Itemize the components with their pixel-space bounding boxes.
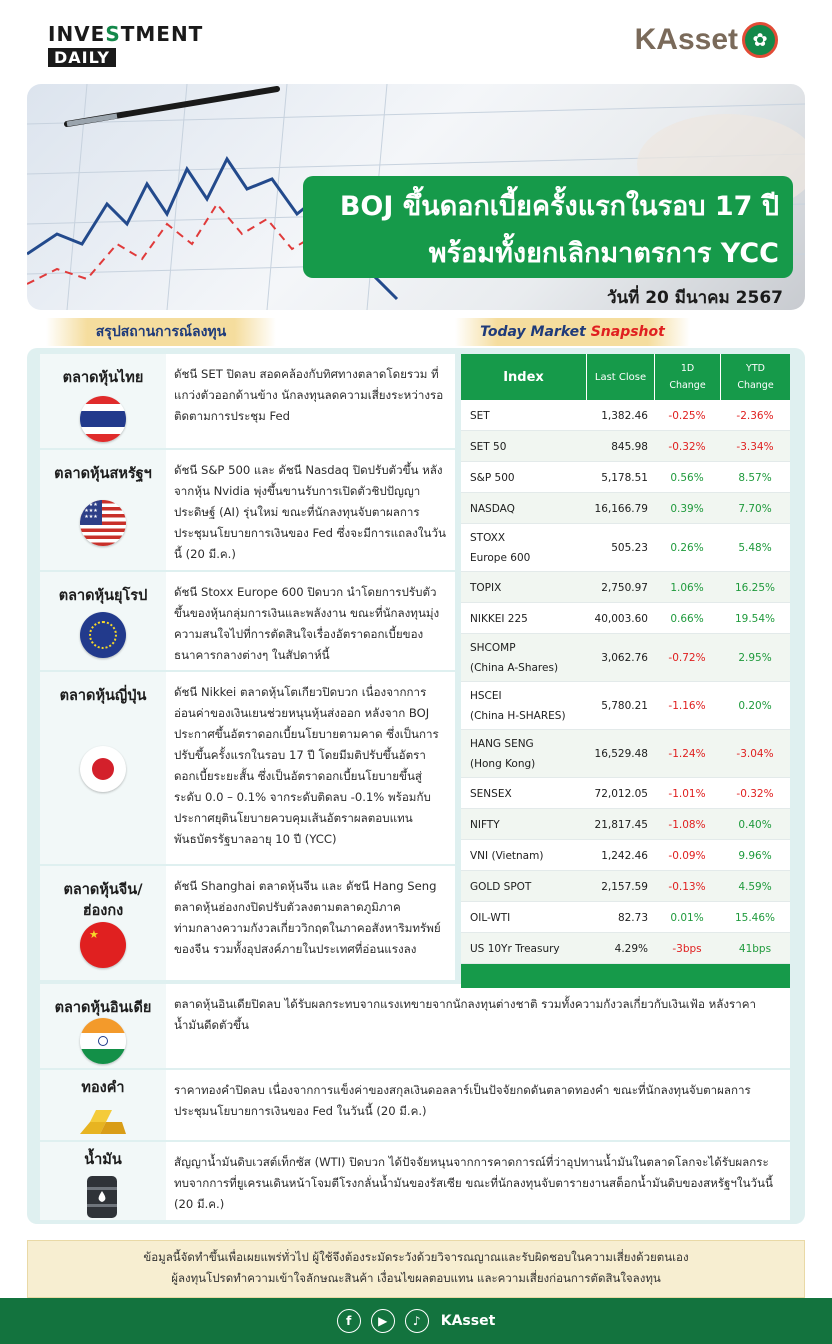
- market-name: ตลาดหุ้นจีน/ฮ่องกง: [63, 882, 143, 919]
- table-row: [461, 840, 790, 871]
- change-1d-value: 1.06%: [670, 581, 704, 594]
- report-date: วันที่ 20 มีนาคม 2567: [606, 288, 783, 308]
- last-close-value: 21,817.45: [594, 818, 648, 831]
- gold-bars-icon: [76, 1102, 130, 1136]
- index-name: TOPIX: [470, 581, 502, 594]
- market-commentary: ดัชนี Stoxx Europe 600 ปิดบวก นำโดยการปรับตัวขึ้นของหุ้นกลุ่มการเงินและพลังงาน ขณะที่นักลงทุนมุ่งความสนใจไปที่การตัดสินใจเรื่องอัตราดอกเบี้ยของธนาคารกลางต่างๆ ในสัปดาห์นี้: [166, 572, 455, 670]
- table-row: [461, 603, 790, 634]
- change-1d-value: -0.09%: [668, 849, 706, 862]
- market-commentary: ดัชนี Nikkei ตลาดหุ้นโตเกียวปิดบวก เนื่องจากการอ่อนค่าของเงินเยนช่วยหนุนหุ้นส่งออก หลังจาก BOJ ประกาศขึ้นอัตราดอกเบี้ยนโยบายตามคาด ซึ่งเป็นการปรับขึ้นครั้งแรกในรอบ 17 ปี โดยมีมติปรับขึ้นอัตราดอกเบี้ยระยะสั้น ซึ่งเป็นอัตราดอกเบี้ยนโยบายขึ้นสู่ระดับ 0.0 – 0.1% จากระดับติดลบ -0.1% พร้อมกับประกาศยุตินโยบายควบคุมเส้นอัตราผลตอบแทนพันธบัตรรัฐบาลอายุ 10 ปี (YCC): [166, 672, 455, 864]
- table-row: [461, 431, 790, 462]
- change-ytd-value: 9.96%: [738, 849, 772, 862]
- change-ytd-value: 5.48%: [738, 542, 772, 554]
- index-name: HANG SENG (Hong Kong): [470, 738, 536, 770]
- table-row: [461, 871, 790, 902]
- disclaimer-line-2: ผู้ลงทุนโปรดทำความเข้าใจลักษณะสินค้า เงื่อนไขผลตอบแทน และความเสี่ยงก่อนการตัดสินใจลงทุน: [171, 1271, 661, 1285]
- table-row: [461, 902, 790, 933]
- change-ytd-value: 7.70%: [738, 502, 772, 515]
- market-commentary: สัญญาน้ำมันดิบเวสต์เท็กซัส (WTI) ปิดบวก ได้ปัจจัยหนุนจากการคาดการณ์ที่ว่าอุปทานน้ำมันในตลาดโลกจะได้รับผลกระทบจากการที่ยูเครนเดินหน้าโจมตีโรงกลั่นน้ำมันของรัสเซีย ขณะที่นักลงทุนจับตารายงานสต็อกน้ำมันดิบของสหรัฐฯในวันนี้ (20 มี.ค.): [166, 1142, 790, 1220]
- index-name: OIL-WTI: [470, 911, 511, 924]
- change-1d-value: -0.13%: [668, 880, 706, 893]
- header-last-close: Last Close: [586, 354, 654, 400]
- disclaimer: [27, 1240, 805, 1298]
- youtube-icon[interactable]: ▶: [371, 1309, 395, 1333]
- change-1d-value: -0.32%: [668, 440, 706, 453]
- last-close-value: 82.73: [617, 911, 648, 924]
- change-1d-value: -1.24%: [668, 748, 706, 760]
- index-name: NASDAQ: [470, 502, 515, 515]
- change-ytd-value: 0.40%: [738, 818, 772, 831]
- facebook-icon[interactable]: f: [337, 1309, 361, 1333]
- change-ytd-value: -3.34%: [736, 440, 774, 453]
- headline-line-2: พร้อมทั้งยกเลิกมาตรการ YCC: [428, 238, 779, 269]
- last-close-value: 505.23: [611, 542, 648, 554]
- index-name: US 10Yr Treasury: [470, 942, 560, 955]
- market-commentary: ดัชนี S&P 500 และ ดัชนี Nasdaq ปิดปรับตัวขึ้น หลังจากหุ้น Nvidia พุ่งขึ้นขานรับการเปิดตัวชิปปัญญาประดิษฐ์ (AI) รุ่นใหม่ ขณะที่นักลงทุนจับตาผลการประชุมนโยบายการเงินของ Fed ซึ่งจะมีการแถลงในวันนี้ (20 มี.ค.): [166, 450, 455, 570]
- last-close-value: 16,529.48: [594, 748, 648, 760]
- market-commentary: ดัชนี SET ปิดลบ สอดคล้องกับทิศทางตลาดโดยรวม ที่แกว่งตัวออกด้านข้าง นักลงทุนลดความเสี่ยงระหว่างรอติดตามการประชุม Fed: [166, 354, 455, 448]
- last-close-value: 72,012.05: [594, 787, 648, 800]
- disclaimer-line-1: ข้อมูลนี้จัดทำขึ้นเพื่อเผยแพร่ทั่วไป ผู้ใช้จึงต้องระมัดระวังด้วยวิจารณญาณและรับผิดชอบในความเสี่ยงด้วยตนเอง: [143, 1250, 689, 1264]
- table-row: [461, 778, 790, 809]
- change-ytd-value: 15.46%: [734, 911, 776, 924]
- change-1d-value: -1.01%: [668, 787, 706, 800]
- last-close-value: 1,242.46: [601, 849, 648, 862]
- change-ytd-value: 0.20%: [738, 700, 772, 712]
- eu-flag-icon: [80, 612, 126, 658]
- market-snapshot-table: [461, 354, 790, 988]
- market-commentary: ตลาดหุ้นอินเดียปิดลบ ได้รับผลกระทบจากแรงเทขายจากนักลงทุนต่างชาติ รวมทั้งความกังวลเกี่ยวกับเงินเฟ้อ หลังราคาน้ำมันดีดตัวขึ้น: [166, 984, 790, 1068]
- kasikorn-emblem-icon: ✿: [742, 22, 778, 58]
- kasset-logo: KAsset ✿: [635, 22, 778, 58]
- market-commentary: ราคาทองคำปิดลบ เนื่องจากการแข็งค่าของสกุลเงินดอลลาร์เป็นปัจจัยกดดันตลาดทองคำ ขณะที่นักลงทุนจับตาผลการประชุมนโยบายการเงินของ Fed ในวันนี้ (20 มี.ค.): [166, 1070, 790, 1140]
- table-row: [461, 730, 790, 778]
- table-row: [461, 524, 790, 572]
- index-name: GOLD SPOT: [470, 880, 532, 893]
- change-ytd-value: 4.59%: [738, 880, 772, 893]
- change-ytd-value: -2.36%: [736, 409, 774, 422]
- summary-section-label: สรุปสถานการณ์ลงทุน: [46, 318, 276, 346]
- headline-line-1: BOJ ขึ้นดอกเบี้ยครั้งแรกในรอบ 17 ปี: [339, 191, 779, 222]
- last-close-value: 2,157.59: [601, 880, 648, 893]
- index-name: SET: [470, 409, 490, 422]
- change-ytd-value: -0.32%: [736, 787, 774, 800]
- table-row: [461, 493, 790, 524]
- change-1d-value: -0.72%: [668, 652, 706, 664]
- change-1d-value: -1.08%: [668, 818, 706, 831]
- last-close-value: 40,003.60: [594, 612, 648, 625]
- market-name: ตลาดหุ้นญี่ปุ่น: [59, 688, 147, 704]
- change-1d-value: 0.39%: [670, 502, 704, 515]
- market-name: ทองคำ: [81, 1080, 125, 1096]
- table-row: [461, 462, 790, 493]
- last-close-value: 5,178.51: [601, 471, 648, 484]
- table-row: [461, 400, 790, 431]
- investment-daily-logo: INVESTMENT DAILY: [48, 22, 204, 67]
- change-1d-value: 0.56%: [670, 471, 704, 484]
- table-body: [461, 400, 790, 964]
- change-ytd-value: 41bps: [738, 942, 772, 955]
- table-row: [461, 682, 790, 730]
- table-header: [461, 354, 790, 400]
- change-1d-value: 0.26%: [670, 542, 704, 554]
- change-1d-value: 0.66%: [670, 612, 704, 625]
- change-1d-value: -0.25%: [668, 409, 706, 422]
- index-name: STOXX Europe 600: [470, 532, 531, 564]
- last-close-value: 2,750.97: [601, 581, 648, 594]
- index-name: SENSEX: [470, 787, 512, 800]
- market-name: ตลาดหุ้นยุโรป: [58, 588, 148, 604]
- last-close-value: 5,780.21: [601, 700, 648, 712]
- change-1d-value: -3bps: [672, 942, 702, 955]
- table-footer-bar: [461, 964, 790, 988]
- last-close-value: 3,062.76: [601, 652, 648, 664]
- usa-flag-icon: ★★★ ★★★ ★★★: [80, 500, 126, 546]
- change-ytd-value: 16.25%: [734, 581, 776, 594]
- index-name: NIKKEI 225: [470, 612, 528, 625]
- change-1d-value: -1.16%: [668, 700, 706, 712]
- market-commentary: ดัชนี Shanghai ตลาดหุ้นจีน และ ดัชนี Hang Seng ตลาดหุ้นฮ่องกงปิดปรับตัวลงตามตลาดภูมิภาค ท่ามกลางความกังวลเกี่ยววิกฤตในภาคอสังหาริมทรัพย์ของจีน รวมทั้งอุปสงค์ภายในประเทศที่อ่อนแรงลง: [166, 866, 455, 980]
- last-close-value: 845.98: [611, 440, 648, 453]
- market-name: ตลาดหุ้นไทย: [62, 370, 144, 386]
- header-1d-change: 1D Change: [654, 354, 720, 400]
- thailand-flag-icon: [80, 396, 126, 442]
- table-row: [461, 933, 790, 964]
- change-ytd-value: 2.95%: [738, 652, 772, 664]
- market-name: น้ำมัน: [84, 1152, 122, 1168]
- index-name: SET 50: [470, 440, 507, 453]
- last-close-value: 1,382.46: [601, 409, 648, 422]
- index-name: HSCEI (China H-SHARES): [470, 690, 566, 722]
- headline-box: [303, 176, 793, 278]
- hero-banner: [27, 84, 805, 310]
- china-flag-icon: ★: [80, 922, 126, 968]
- last-close-value: 4.29%: [614, 942, 648, 955]
- change-ytd-value: 19.54%: [734, 612, 776, 625]
- index-name: S&P 500: [470, 471, 515, 484]
- table-row: [461, 809, 790, 840]
- change-ytd-value: 8.57%: [738, 471, 772, 484]
- table-row: [461, 634, 790, 682]
- table-row: [461, 572, 790, 603]
- footer-bar: [0, 1298, 832, 1344]
- change-1d-value: 0.01%: [670, 911, 704, 924]
- last-close-value: 16,166.79: [594, 502, 648, 515]
- market-name: ตลาดหุ้นสหรัฐฯ: [54, 466, 152, 482]
- market-name: ตลาดหุ้นอินเดีย: [54, 1000, 152, 1016]
- change-ytd-value: -3.04%: [736, 748, 774, 760]
- japan-flag-icon: [80, 746, 126, 792]
- oil-barrel-icon: [84, 1174, 120, 1220]
- tiktok-icon[interactable]: ♪: [405, 1309, 429, 1333]
- header-ytd-change: YTD Change: [720, 354, 790, 400]
- index-name: VNI (Vietnam): [470, 849, 544, 862]
- snapshot-section-label: Today Market Snapshot: [455, 318, 690, 346]
- index-name: SHCOMP (China A-Shares): [470, 642, 559, 674]
- header-index: Index: [503, 369, 544, 385]
- index-name: NIFTY: [470, 818, 500, 831]
- india-flag-icon: [80, 1018, 126, 1064]
- footer-brand[interactable]: KAsset: [440, 1313, 496, 1329]
